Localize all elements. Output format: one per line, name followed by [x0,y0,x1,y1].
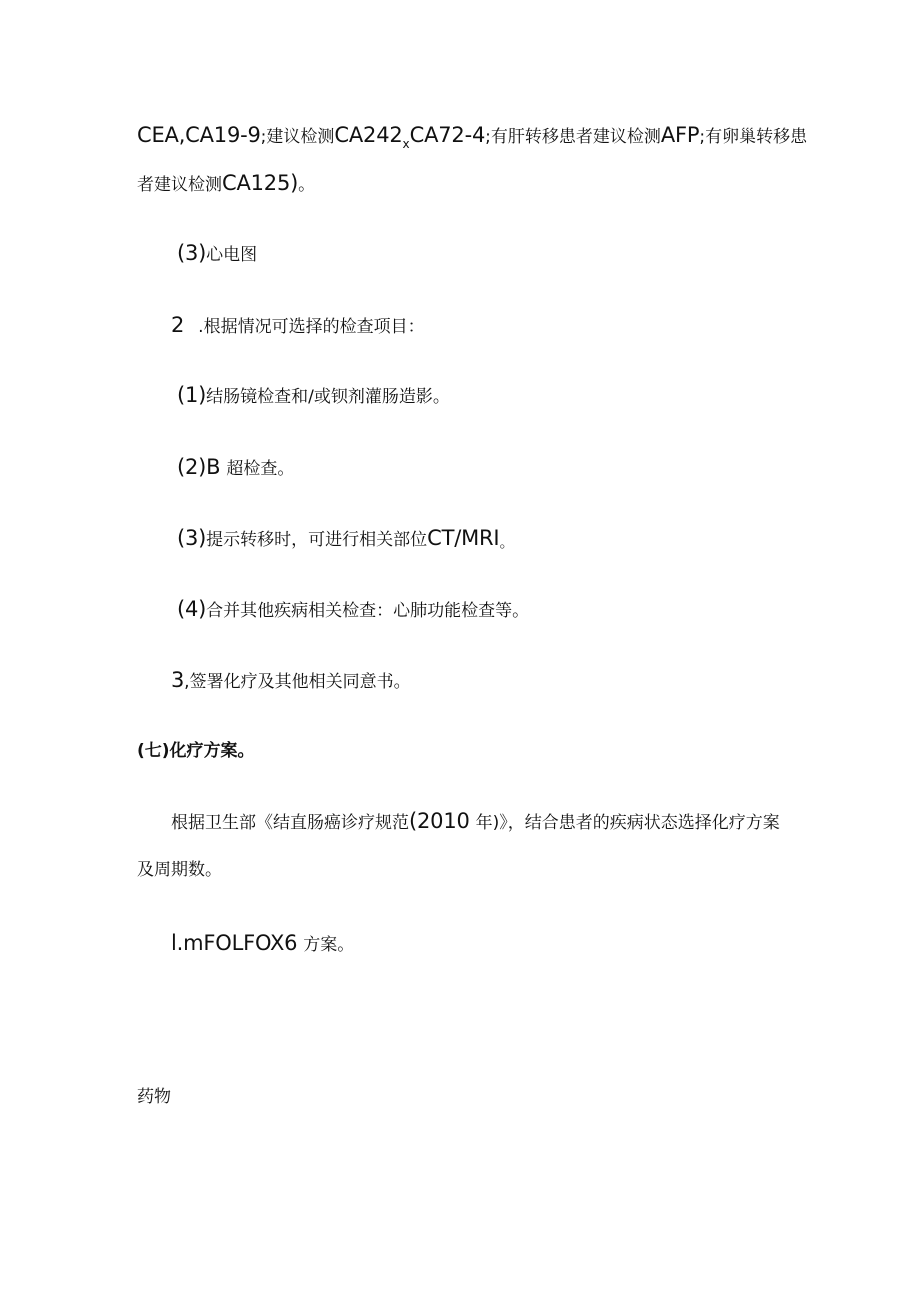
section-text: ,签署化疗及其他相关同意书。 [184,672,411,692]
item-text-latin: CT/MRI [427,526,500,550]
regimen-name: l.mFOLFOX6 [171,931,298,955]
item-text: 合并其他疾病相关检查：心肺功能检查等。 [206,601,530,621]
list-item-colonoscopy [177,383,450,409]
marker-text: CA125) [222,171,299,195]
regimen-text: 方案。 [303,935,355,955]
marker-text: CEA,CA19-9 [137,123,261,147]
item-text: 心电图 [206,245,258,265]
section-heading-consent [171,668,411,694]
item-number: (2)B [177,455,221,479]
item-number: (3) [177,241,207,265]
section-number: 2 [171,313,185,337]
item-number: (4) [177,597,207,621]
paragraph-tumor-markers-line2 [137,171,315,197]
list-item-ultrasound [177,455,294,481]
year-text: (2010 [409,809,470,833]
item-text: 超检查。 [226,459,295,479]
table-header-drug [137,1085,171,1109]
heading-chemotherapy-regimen [137,739,255,763]
list-item-comorbidity-exams [177,597,529,623]
regimen-mfolfox6 [171,931,354,957]
list-item-ecg [177,241,257,267]
item-number: (3) [177,526,207,550]
list-item-ct-mri [177,526,514,552]
body-text: ;建议检测 [260,127,335,147]
paragraph-regimen-basis-line1 [171,809,780,835]
body-text: 根据卫生部《结直肠癌诊疗规范 [171,813,409,833]
heading-text: (七)化疗方案。 [137,741,255,761]
body-text: ;有卵巢转移患 [699,127,808,147]
item-text-end: 。 [499,533,515,551]
paragraph-regimen-basis-line2 [137,858,222,882]
body-text: ;有肝转移患者建议检测 [485,127,661,147]
paragraph-tumor-markers-line1 [137,123,807,150]
body-text: 及周期数。 [137,860,222,880]
item-text: 结肠镜检查和/或钡剂灌肠造影。 [206,387,450,407]
item-number: (1) [177,383,207,407]
body-text: 。 [298,175,316,195]
section-heading-optional-exams [171,313,425,339]
marker-text: CA72-4 [409,123,486,147]
section-number: 3 [171,668,185,692]
drug-label: 药物 [137,1087,171,1107]
marker-text: AFP [660,123,700,147]
subscript-text: x [402,137,410,151]
item-text: 提示转移时，可进行相关部位 [206,530,428,550]
body-text: 者建议检测 [137,175,222,195]
body-text: 年)》，结合患者的疾病状态选择化疗方案 [475,813,780,833]
marker-text: CA242 [334,123,403,147]
section-text: .根据情况可选择的检查项目： [198,317,425,337]
